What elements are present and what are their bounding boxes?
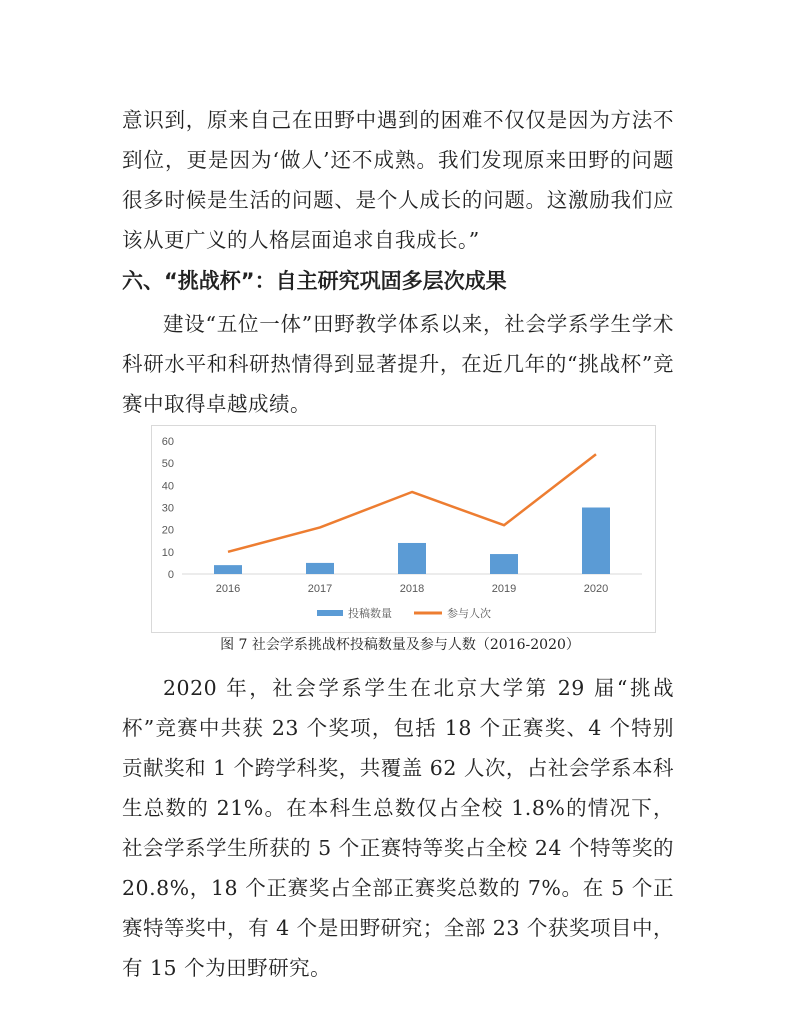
bar-2018 [398, 543, 426, 574]
legend-label-submissions: 投稿数量 [348, 608, 392, 620]
line-series-participants [228, 454, 596, 552]
paragraph-awards: 2020 年，社会学系学生在北京大学第 29 届“挑战杯”竞赛中共获 23 个奖项，包括 18 个正赛奖、4 个特别贡献奖和 1 个跨学科奖，共覆盖 62 人次，占社会学系本科生总数的 21%。在本科生总数仅占全校 1.8%的情况下，社会学系学生所获的 5 个正赛特等奖占全校 24 个特等奖的 20.8%，18 个正赛奖占全部正赛奖总数的 7%。在 5 个正赛特等奖中，有 4 个是田野研究；全部 23 个获奖项目中，有 15 个为田野研究。 [122, 676, 674, 980]
bar-2016 [214, 565, 242, 574]
bar-2020 [582, 508, 610, 575]
y-tick-label: 40 [161, 480, 174, 493]
legend-swatch-submissions [317, 610, 343, 616]
x-tick-label: 2020 [583, 583, 609, 595]
x-tick-label: 2019 [491, 583, 517, 595]
x-tick-label: 2018 [399, 583, 425, 595]
bar-2017 [306, 563, 334, 574]
chart-container [151, 425, 656, 633]
x-tick-label: 2017 [307, 583, 333, 595]
y-tick-label: 0 [167, 569, 174, 581]
y-tick-label: 50 [161, 458, 174, 471]
section-heading: 六、“挑战杯”：自主研究巩固多层次成果 [122, 269, 507, 293]
combo-chart [152, 426, 655, 632]
x-tick-label: 2016 [215, 583, 241, 595]
y-tick-label: 60 [161, 436, 174, 448]
y-tick-label: 20 [161, 524, 174, 537]
paragraph-intro: 意识到，原来自己在田野中遇到的困难不仅仅是因为方法不到位，更是因为‘做人’还不成熟。我们发现原来田野的问题很多时候是生活的问题、是个人成长的问题。这激励我们应该从更广义的人格层面追求自我成长。” [122, 108, 674, 252]
y-tick-label: 30 [161, 502, 174, 515]
bar-2019 [490, 554, 518, 574]
paragraph-challenge-cup: 建设“五位一体”田野教学体系以来，社会学系学生学术科研水平和科研热情得到显著提升，在近几年的“挑战杯”竞赛中取得卓越成绩。 [122, 312, 674, 416]
y-tick-label: 10 [161, 546, 174, 559]
legend-label-participants: 参与人次 [447, 608, 491, 620]
figure-caption: 图 7 社会学系挑战杯投稿数量及参与人数（2016-2020） [220, 637, 580, 653]
